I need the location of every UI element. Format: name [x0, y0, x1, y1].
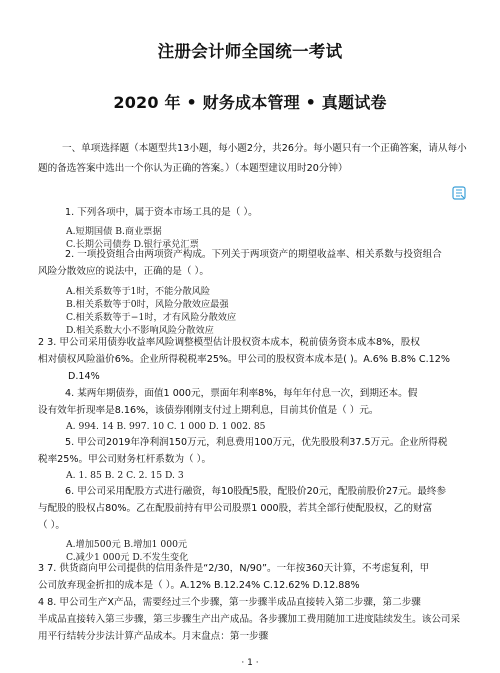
- question-5-line-2: 税率25%。甲公司财务杠杆系数为（ ）。: [38, 454, 212, 465]
- question-1: 1. 下列各项中，属于资本市场工具的是（ ）。: [65, 207, 258, 218]
- q2-option-c: C.相关系数等于−1时，才有风险分散效应: [66, 312, 237, 323]
- question-6-line-3: （ ）。: [38, 520, 66, 531]
- question-8-line-1: 4 8. 甲公司生产X产品，需要经过三个步骤，第一步骤半成品直接转入第二步骤，第二步骤: [38, 597, 421, 608]
- question-4-line-1: 4. 某两年期债券，面值1 000元，票面年利率8%，每年年付息一次，到期还本。假: [65, 388, 418, 399]
- question-3-line-1: 2 3. 甲公司采用债券收益率风险调整模型估计股权资本成本，税前债务资本成本8%，股权: [38, 337, 420, 348]
- question-2-line-2: 风险分散效应的说法中，正确的是（ ）。: [38, 266, 209, 277]
- question-2-line-1: 2. 一项投资组合由两项资产构成。下列关于两项资产的期望收益率、相关系数与投资组合: [65, 249, 442, 260]
- question-7-line-2: 公司放弃现金折扣的成本是（ ）。A.12% B.12.24% C.12.62% D.12.88%: [38, 580, 360, 591]
- question-4-line-2: 设有效年折现率是8.16%，该债券刚刚支付过上期利息，目前其价值是（ ）元。: [38, 405, 379, 416]
- question-8-line-2: 半成品直接转入第三步骤，第三步骤生产出产成品。各步骤加工费用随加工进度陆续发生。该公司采: [38, 614, 461, 625]
- question-6-line-2: 与配股的股权占80%。乙在配股前持有甲公司股票1 000股，若其全部行使配股权，乙的财富: [38, 503, 433, 514]
- intro-line-1: 一、单项选择题（本题型共13小题，每小题2分，共26分。每小题只有一个正确答案，请从每小: [62, 143, 467, 154]
- intro-line-2: 题的备选答案中选出一个你认为正确的答案。）（本题型建议用时20分钟）: [38, 163, 348, 174]
- bookmark-icon[interactable]: [452, 186, 466, 200]
- q1-options-ab: A.短期国债 B.商业票据: [66, 226, 162, 237]
- q2-option-a: A.相关系数等于1时，不能分散风险: [66, 286, 211, 297]
- document-subtitle: 2020 年 • 财务成本管理 • 真题试卷: [113, 93, 387, 112]
- q1-options-cd: C.长期公司债券 D.银行承兑汇票: [66, 239, 199, 250]
- question-3-line-2: 相对债权风险溢价6%。企业所得税税率25%。甲公司的股权资本成本是( )。A.6% B.8% C.12%: [38, 354, 450, 365]
- page-number: · 1 ·: [241, 658, 259, 668]
- question-5-line-1: 5. 甲公司2019年净利润150万元，利息费用100万元，优先股股利37.5万元。企业所得税: [65, 437, 448, 448]
- question-7-line-1: 3 7. 供货商向甲公司提供的信用条件是“2/30，N/90”。一年按360天计算，不考虑复利，甲: [38, 563, 430, 574]
- q2-option-d: D.相关系数大小不影响风险分散效应: [66, 325, 214, 336]
- document-title: 注册会计师全国统一考试: [157, 42, 343, 61]
- question-8-line-3: 用平行结转分步法计算产品成本。月末盘点：第一步骤: [38, 631, 269, 642]
- question-6-line-1: 6. 甲公司采用配股方式进行融资，每10股配5股，配股价20元，配股前股价27元。最终参: [65, 486, 447, 497]
- q6-options-cd: C.减少1 000元 D.不发生变化: [66, 552, 189, 563]
- q6-options-ab: A.增加500元 B.增加1 000元: [66, 539, 188, 550]
- q4-options: A. 994. 14 B. 997. 10 C. 1 000 D. 1 002. 85: [66, 421, 266, 432]
- q5-options: A. 1. 85 B. 2 C. 2. 15 D. 3: [66, 470, 184, 481]
- q2-option-b: B.相关系数等于0时，风险分散效应最强: [66, 299, 229, 310]
- question-3-line-3: D.14%: [68, 371, 100, 382]
